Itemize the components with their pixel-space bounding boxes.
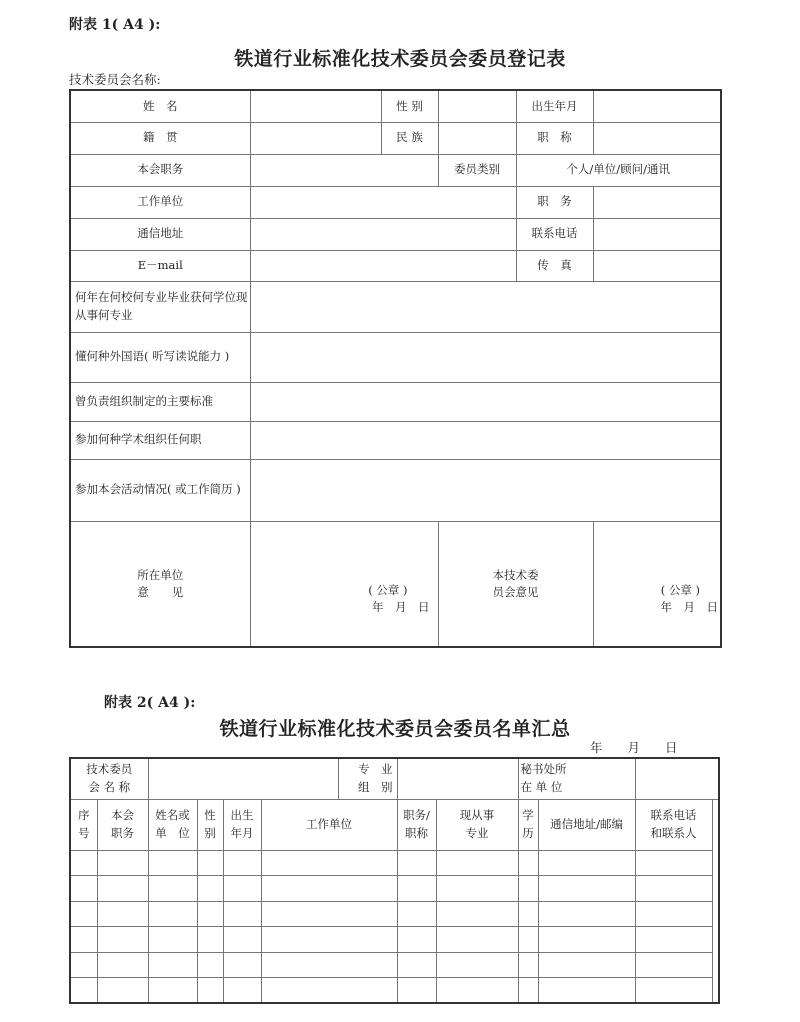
column-header-row [70,799,719,850]
unit-date-text: 年 月 日 [372,599,430,614]
form-2-date-line: 年 月 日 [590,740,678,755]
native-place-label: 籍 贯 [70,122,250,154]
table-cell[interactable] [397,927,436,953]
table-cell[interactable] [197,952,223,978]
phone-field[interactable] [593,218,721,250]
languages-label: 懂何种外国语( 听写读说能力 ) [70,332,250,382]
committee-name-field[interactable] [148,758,338,799]
table-cell[interactable] [97,901,148,927]
education-label: 何年在何校何专业毕业获何学位现从事何专业 [70,281,250,332]
table-row [70,952,719,978]
native-place-field[interactable] [250,122,381,154]
unit-seal-text: ( 公章 ) [368,582,408,597]
unit-opinion-line1: 所在单位 [137,567,184,582]
table-cell[interactable] [223,901,261,927]
col-header-position: 本会 职务 [97,799,148,850]
work-unit-label: 工作单位 [70,186,250,218]
table-cell[interactable] [518,901,538,927]
table-cell[interactable] [635,927,712,953]
col-header-education: 学 历 [518,799,538,850]
table-cell[interactable] [635,876,712,902]
phone-label: 联系电话 [516,218,593,250]
table-cell[interactable] [70,978,97,1004]
table-cell[interactable] [518,876,538,902]
table-cell[interactable] [397,901,436,927]
table-row [70,927,719,953]
table-cell[interactable] [635,978,712,1004]
table-cell[interactable] [223,952,261,978]
table-row [70,978,719,1004]
email-label: E－mail [70,250,250,281]
table-cell[interactable] [261,876,397,902]
table-cell[interactable] [635,952,712,978]
table-cell[interactable] [197,850,223,876]
col-header-work-unit: 工作单位 [261,799,397,850]
table-cell[interactable] [397,978,436,1004]
table-cell[interactable] [518,850,538,876]
col-header-duty: 职务/ 职称 [397,799,436,850]
col-header-seq: 序 号 [70,799,97,850]
activities-field[interactable] [250,459,721,521]
academic-orgs-field[interactable] [250,421,721,459]
address-field[interactable] [250,218,516,250]
name-field[interactable] [250,90,381,122]
committee-name-label: 技术委员会名称: [69,72,161,87]
secretariat-field[interactable] [635,758,719,799]
form-2-title: 铁道行业标准化技术委员会委员名单汇总 [219,718,571,740]
table-cell[interactable] [261,850,397,876]
committee-position-label: 本会职务 [70,154,250,186]
committee-name-line1: 技术委员 [86,761,133,776]
title-rank-field[interactable] [593,122,721,154]
table-cell[interactable] [397,850,436,876]
duty-label: 职 务 [516,186,593,218]
committee-opinion-label [438,521,593,647]
table-cell[interactable] [436,952,518,978]
table-cell[interactable] [223,850,261,876]
table-cell[interactable] [148,876,197,902]
table-cell[interactable] [538,978,635,1004]
committee-opinion-line1: 本技术委 [492,567,539,582]
table-cell[interactable] [538,952,635,978]
member-list-table [69,757,720,1004]
table-cell[interactable] [70,952,97,978]
table-cell[interactable] [97,927,148,953]
annex-2-label: 附表 2( A4 ): [104,695,196,711]
name-label: 姓 名 [70,90,250,122]
secretariat-line2: 在 单 位 [520,779,563,794]
ethnicity-field[interactable] [438,122,516,154]
fax-label: 传 真 [516,250,593,281]
table-cell[interactable] [70,927,97,953]
address-label: 通信地址 [70,218,250,250]
table-cell[interactable] [436,978,518,1004]
table-cell[interactable] [97,952,148,978]
table-cell[interactable] [70,876,97,902]
table-cell[interactable] [223,927,261,953]
table-cell[interactable] [197,927,223,953]
unit-opinion-line2: 意 见 [137,584,184,599]
table-cell[interactable] [197,901,223,927]
table-cell[interactable] [436,850,518,876]
table-cell[interactable] [518,978,538,1004]
table-cell[interactable] [518,927,538,953]
table-cell[interactable] [397,876,436,902]
annex-1-label: 附表 1( A4 ): [69,17,161,33]
table-cell[interactable] [635,901,712,927]
table-cell[interactable] [436,901,518,927]
table-cell[interactable] [148,927,197,953]
table-cell[interactable] [635,850,712,876]
table-cell[interactable] [97,978,148,1004]
col-header-address: 通信地址/邮编 [538,799,635,850]
committee-opinion-field[interactable] [593,521,721,647]
table-cell[interactable] [197,876,223,902]
gender-label: 性 别 [381,90,438,122]
table-cell[interactable] [397,952,436,978]
birth-label: 出生年月 [516,90,593,122]
col-header-contact: 联系电话 和联系人 [635,799,712,850]
specialty-group-field[interactable] [397,758,518,799]
table-row [70,876,719,902]
work-unit-field[interactable] [250,186,516,218]
committee-opinion-line2: 员会意见 [492,584,539,599]
standards-field[interactable] [250,382,721,421]
member-type-value[interactable]: 个人/单位/顾问/通讯 [516,154,721,186]
committee-name-label [70,758,148,799]
table-cell[interactable] [538,850,635,876]
specialty-group-label [338,758,397,799]
unit-opinion-field[interactable] [250,521,438,647]
specialty-group-line1: 专 业 [358,761,393,776]
duty-field[interactable] [593,186,721,218]
table-cell[interactable] [223,978,261,1004]
col-header-gender: 性 别 [197,799,223,850]
fax-field[interactable] [593,250,721,281]
table-cell[interactable] [518,952,538,978]
committee-position-field[interactable] [250,154,438,186]
table-cell[interactable] [148,901,197,927]
education-field[interactable] [250,281,721,332]
table-cell[interactable] [148,850,197,876]
table-cell[interactable] [261,952,397,978]
table-cell[interactable] [436,927,518,953]
languages-field[interactable] [250,332,721,382]
table-cell[interactable] [538,901,635,927]
committee-date-text: 年 月 日 [660,599,718,614]
table-cell[interactable] [436,876,518,902]
table-cell[interactable] [261,927,397,953]
secretariat-label [518,758,635,799]
member-type-label: 委员类别 [438,154,516,186]
activities-label: 参加本会活动情况( 或工作简历 ) [70,459,250,521]
col-header-birth: 出生 年月 [223,799,261,850]
col-header-specialty: 现从事 专业 [436,799,518,850]
table-row [70,901,719,927]
table-cell[interactable] [97,850,148,876]
table-cell[interactable] [261,901,397,927]
ethnicity-label: 民 族 [381,122,438,154]
table-cell[interactable] [97,876,148,902]
table-cell[interactable] [538,927,635,953]
table-cell[interactable] [223,876,261,902]
form-1-title: 铁道行业标准化技术委员会委员登记表 [234,48,566,70]
email-field[interactable] [250,250,516,281]
table-cell[interactable] [197,978,223,1004]
specialty-group-line2: 组 别 [358,779,393,794]
title-rank-label: 职 称 [516,122,593,154]
committee-seal-text: ( 公章 ) [660,582,700,597]
secretariat-line1: 秘书处所 [520,761,567,776]
unit-opinion-label [70,521,250,647]
col-header-name: 姓名或 单 位 [148,799,197,850]
table-cell[interactable] [261,978,397,1004]
table-cell[interactable] [70,901,97,927]
table-cell[interactable] [148,952,197,978]
standards-label: 曾负责组织制定的主要标准 [70,382,250,421]
registration-form-table [69,89,722,648]
academic-orgs-label: 参加何种学术组织任何职 [70,421,250,459]
table-cell[interactable] [148,978,197,1004]
committee-name-line2: 会 名 称 [88,779,131,794]
birth-field[interactable] [593,90,721,122]
gender-field[interactable] [438,90,516,122]
table-cell[interactable] [70,850,97,876]
table-cell[interactable] [538,876,635,902]
table-row [70,850,719,876]
